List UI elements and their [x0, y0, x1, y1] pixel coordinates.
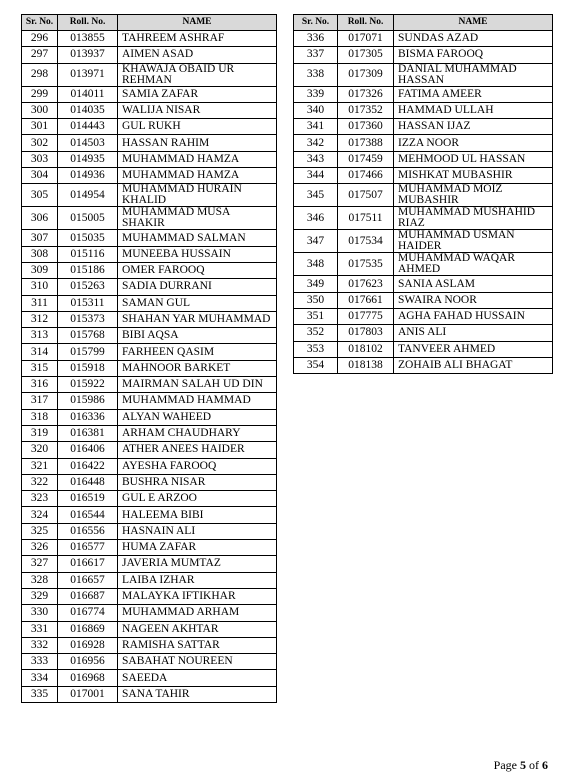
name-cell: MAIRMAN SALAH UD DIN — [118, 377, 277, 393]
name-header: NAME — [118, 15, 277, 31]
sr-no-cell: 335 — [22, 686, 58, 702]
roll-no-cell: 016381 — [58, 425, 118, 441]
table-row — [22, 409, 277, 425]
roll-no-cell: 017623 — [338, 276, 394, 292]
table-row — [22, 360, 277, 376]
roll-no-cell: 016968 — [58, 670, 118, 686]
roll-no-cell: 014935 — [58, 151, 118, 167]
sr-no-cell: 327 — [22, 556, 58, 572]
table-row — [22, 507, 277, 523]
sr-no-cell: 348 — [294, 253, 338, 276]
table-row — [22, 377, 277, 393]
name-cell: HUMA ZAFAR — [118, 540, 277, 556]
sr-no-cell: 346 — [294, 207, 338, 230]
roll-no-cell: 017535 — [338, 253, 394, 276]
sr-no-cell: 307 — [22, 230, 58, 246]
name-cell: OMER FAROOQ — [118, 262, 277, 278]
page-footer — [494, 758, 548, 773]
name-cell: SAEEDA — [118, 670, 277, 686]
sr-no-cell: 343 — [294, 151, 338, 167]
sr-no-cell: 319 — [22, 425, 58, 441]
sr-no-cell: 324 — [22, 507, 58, 523]
name-cell: JAVERIA MUMTAZ — [118, 556, 277, 572]
name-cell: WALIJA NISAR — [118, 102, 277, 118]
table-row — [22, 572, 277, 588]
table-row — [294, 253, 553, 276]
sr-no-cell: 337 — [294, 47, 338, 63]
roll-no-cell: 014503 — [58, 135, 118, 151]
table-row — [22, 31, 277, 47]
roll-no-cell: 015768 — [58, 328, 118, 344]
sr-no-header: Sr. No. — [294, 15, 338, 31]
name-cell: HASSAN IJAZ — [394, 119, 553, 135]
page-total: 6 — [542, 758, 548, 772]
sr-no-header: Sr. No. — [22, 15, 58, 31]
roll-no-cell: 017466 — [338, 168, 394, 184]
name-cell: ZOHAIB ALI BHAGAT — [394, 357, 553, 373]
name-cell: SAMIA ZAFAR — [118, 86, 277, 102]
name-cell: SADIA DURRANI — [118, 279, 277, 295]
name-cell: MUHAMMAD MUSA SHAKIR — [118, 207, 277, 230]
name-cell: BUSHRA NISAR — [118, 474, 277, 490]
name-cell: ANIS ALI — [394, 325, 553, 341]
name-cell: MUNEEBA HUSSAIN — [118, 246, 277, 262]
roll-no-header: Roll. No. — [58, 15, 118, 31]
sr-no-cell: 318 — [22, 409, 58, 425]
name-cell: SANIA ASLAM — [394, 276, 553, 292]
roll-no-cell: 014936 — [58, 168, 118, 184]
roll-no-cell: 015116 — [58, 246, 118, 262]
name-cell: HALEEMA BIBI — [118, 507, 277, 523]
sr-no-cell: 347 — [294, 230, 338, 253]
table-row — [22, 151, 277, 167]
sr-no-cell: 340 — [294, 102, 338, 118]
table-row — [294, 292, 553, 308]
table-row — [22, 637, 277, 653]
name-cell: SUNDAS AZAD — [394, 31, 553, 47]
name-cell: MUHAMMAD SALMAN — [118, 230, 277, 246]
name-cell: MUHAMMAD HURAIN KHALID — [118, 184, 277, 207]
table-row — [22, 344, 277, 360]
roll-no-cell: 015263 — [58, 279, 118, 295]
table-row — [22, 556, 277, 572]
table-row — [22, 279, 277, 295]
sr-no-cell: 353 — [294, 341, 338, 357]
roll-no-cell: 014954 — [58, 184, 118, 207]
table-row — [22, 63, 277, 86]
table-row — [22, 458, 277, 474]
name-cell: HASSAN RAHIM — [118, 135, 277, 151]
roll-no-cell: 017803 — [338, 325, 394, 341]
roll-no-header: Roll. No. — [338, 15, 394, 31]
table-row — [22, 135, 277, 151]
name-cell: AIMEN ASAD — [118, 47, 277, 63]
name-cell: KHAWAJA OBAID UR REHMAN — [118, 63, 277, 86]
sr-no-cell: 351 — [294, 308, 338, 324]
roll-no-cell: 015918 — [58, 360, 118, 376]
table-row — [22, 184, 277, 207]
roll-no-cell: 017775 — [338, 308, 394, 324]
sr-no-cell: 331 — [22, 621, 58, 637]
sr-no-cell: 352 — [294, 325, 338, 341]
name-cell: TANVEER AHMED — [394, 341, 553, 357]
table-row — [22, 523, 277, 539]
name-cell: LAIBA IZHAR — [118, 572, 277, 588]
table-row — [294, 184, 553, 207]
name-cell: MUHAMMAD HAMMAD — [118, 393, 277, 409]
sr-no-cell: 305 — [22, 184, 58, 207]
roll-no-cell: 017661 — [338, 292, 394, 308]
roll-no-cell: 017511 — [338, 207, 394, 230]
table-row — [22, 393, 277, 409]
table-row — [294, 119, 553, 135]
sr-no-cell: 325 — [22, 523, 58, 539]
sr-no-cell: 312 — [22, 311, 58, 327]
roll-no-cell: 016869 — [58, 621, 118, 637]
name-cell: MUHAMMAD USMAN HAIDER — [394, 230, 553, 253]
table-row — [22, 328, 277, 344]
roll-no-cell: 016544 — [58, 507, 118, 523]
sr-no-cell: 323 — [22, 491, 58, 507]
table-row — [22, 311, 277, 327]
sr-no-cell: 313 — [22, 328, 58, 344]
name-cell: MALAYKA IFTIKHAR — [118, 588, 277, 604]
roll-no-cell: 015186 — [58, 262, 118, 278]
table-row — [294, 325, 553, 341]
name-cell: MUHAMMAD HAMZA — [118, 151, 277, 167]
name-cell: DANIAL MUHAMMAD HASSAN — [394, 63, 553, 86]
sr-no-cell: 311 — [22, 295, 58, 311]
name-cell: HAMMAD ULLAH — [394, 102, 553, 118]
table-row — [22, 207, 277, 230]
roll-no-cell: 016774 — [58, 605, 118, 621]
sr-no-cell: 333 — [22, 654, 58, 670]
name-cell: SABAHAT NOUREEN — [118, 654, 277, 670]
sr-no-cell: 342 — [294, 135, 338, 151]
sr-no-cell: 301 — [22, 119, 58, 135]
table-row — [22, 102, 277, 118]
name-cell: MAHNOOR BARKET — [118, 360, 277, 376]
roll-no-cell: 017507 — [338, 184, 394, 207]
table-row — [22, 168, 277, 184]
name-cell: AYESHA FAROOQ — [118, 458, 277, 474]
table-row — [294, 135, 553, 151]
table-row — [22, 119, 277, 135]
sr-no-cell: 308 — [22, 246, 58, 262]
name-cell: MUHAMMAD MUSHAHID RIAZ — [394, 207, 553, 230]
name-cell: AGHA FAHAD HUSSAIN — [394, 308, 553, 324]
roll-no-cell: 017352 — [338, 102, 394, 118]
table-row — [22, 670, 277, 686]
roll-no-cell: 013855 — [58, 31, 118, 47]
table-row — [294, 230, 553, 253]
page-number: 5 — [520, 758, 526, 772]
name-cell: ARHAM CHAUDHARY — [118, 425, 277, 441]
sr-no-cell: 317 — [22, 393, 58, 409]
name-cell: SWAIRA NOOR — [394, 292, 553, 308]
name-cell: BIBI AQSA — [118, 328, 277, 344]
roll-no-cell: 017388 — [338, 135, 394, 151]
roll-no-cell: 015799 — [58, 344, 118, 360]
table-row — [294, 357, 553, 373]
name-cell: FARHEEN QASIM — [118, 344, 277, 360]
roll-no-cell: 016422 — [58, 458, 118, 474]
sr-no-cell: 329 — [22, 588, 58, 604]
table-row — [294, 276, 553, 292]
roll-no-cell: 016556 — [58, 523, 118, 539]
roll-no-cell: 015311 — [58, 295, 118, 311]
table-row — [294, 86, 553, 102]
roll-no-cell: 016657 — [58, 572, 118, 588]
table-row — [294, 168, 553, 184]
sr-no-cell: 338 — [294, 63, 338, 86]
roll-no-cell: 016617 — [58, 556, 118, 572]
table-row — [294, 31, 553, 47]
roll-no-cell: 018138 — [338, 357, 394, 373]
sr-no-cell: 314 — [22, 344, 58, 360]
name-cell: SANA TAHIR — [118, 686, 277, 702]
roll-no-cell: 016336 — [58, 409, 118, 425]
sr-no-cell: 321 — [22, 458, 58, 474]
table-row — [294, 102, 553, 118]
table-row — [22, 605, 277, 621]
roll-no-cell: 013971 — [58, 63, 118, 86]
roll-no-cell: 015922 — [58, 377, 118, 393]
roll-no-cell: 016928 — [58, 637, 118, 653]
roll-no-cell: 016687 — [58, 588, 118, 604]
name-cell: IZZA NOOR — [394, 135, 553, 151]
table-row — [22, 686, 277, 702]
roll-no-cell: 016577 — [58, 540, 118, 556]
table-header-row — [22, 15, 277, 31]
name-cell: ATHER ANEES HAIDER — [118, 442, 277, 458]
roll-table-left — [21, 14, 277, 703]
roll-no-cell: 017459 — [338, 151, 394, 167]
table-row — [22, 621, 277, 637]
sr-no-cell: 299 — [22, 86, 58, 102]
roll-no-cell: 016448 — [58, 474, 118, 490]
sr-no-cell: 303 — [22, 151, 58, 167]
table-row — [22, 442, 277, 458]
roll-table-right — [293, 14, 553, 374]
table-row — [294, 151, 553, 167]
sr-no-cell: 326 — [22, 540, 58, 556]
name-cell: MUHAMMAD WAQAR AHMED — [394, 253, 553, 276]
sr-no-cell: 344 — [294, 168, 338, 184]
name-cell: TAHREEM ASHRAF — [118, 31, 277, 47]
table-row — [22, 295, 277, 311]
name-header: NAME — [394, 15, 553, 31]
roll-no-cell: 017360 — [338, 119, 394, 135]
table-row — [294, 207, 553, 230]
sr-no-cell: 349 — [294, 276, 338, 292]
table-row — [22, 654, 277, 670]
sr-no-cell: 302 — [22, 135, 58, 151]
roll-no-cell: 016406 — [58, 442, 118, 458]
roll-no-cell: 017326 — [338, 86, 394, 102]
table-row — [294, 308, 553, 324]
sr-no-cell: 297 — [22, 47, 58, 63]
name-cell: GUL RUKH — [118, 119, 277, 135]
sr-no-cell: 345 — [294, 184, 338, 207]
sr-no-cell: 320 — [22, 442, 58, 458]
table-header-row — [294, 15, 553, 31]
roll-no-cell: 017305 — [338, 47, 394, 63]
name-cell: MUHAMMAD ARHAM — [118, 605, 277, 621]
name-cell: MISHKAT MUBASHIR — [394, 168, 553, 184]
page-word: Page — [493, 758, 517, 772]
name-cell: SHAHAN YAR MUHAMMAD — [118, 311, 277, 327]
table-row — [22, 425, 277, 441]
roll-no-cell: 018102 — [338, 341, 394, 357]
roll-no-cell: 015035 — [58, 230, 118, 246]
sr-no-cell: 322 — [22, 474, 58, 490]
name-cell: ALYAN WAHEED — [118, 409, 277, 425]
sr-no-cell: 334 — [22, 670, 58, 686]
sr-no-cell: 310 — [22, 279, 58, 295]
name-cell: GUL E ARZOO — [118, 491, 277, 507]
sr-no-cell: 339 — [294, 86, 338, 102]
table-row — [22, 491, 277, 507]
name-cell: HASNAIN ALI — [118, 523, 277, 539]
roll-no-cell: 017534 — [338, 230, 394, 253]
sr-no-cell: 296 — [22, 31, 58, 47]
roll-no-cell: 017001 — [58, 686, 118, 702]
table-row — [22, 230, 277, 246]
sr-no-cell: 328 — [22, 572, 58, 588]
sr-no-cell: 304 — [22, 168, 58, 184]
table-row — [22, 246, 277, 262]
name-cell: BISMA FAROOQ — [394, 47, 553, 63]
roll-no-cell: 017309 — [338, 63, 394, 86]
sr-no-cell: 300 — [22, 102, 58, 118]
sr-no-cell: 306 — [22, 207, 58, 230]
name-cell: MEHMOOD UL HASSAN — [394, 151, 553, 167]
table-row — [22, 86, 277, 102]
sr-no-cell: 354 — [294, 357, 338, 373]
roll-no-cell: 013937 — [58, 47, 118, 63]
table-row — [22, 540, 277, 556]
roll-no-cell: 015373 — [58, 311, 118, 327]
roll-no-cell: 016519 — [58, 491, 118, 507]
roll-no-cell: 014035 — [58, 102, 118, 118]
sr-no-cell: 315 — [22, 360, 58, 376]
of-word: of — [529, 758, 539, 772]
table-row — [22, 262, 277, 278]
sr-no-cell: 332 — [22, 637, 58, 653]
name-cell: FATIMA AMEER — [394, 86, 553, 102]
name-cell: MUHAMMAD HAMZA — [118, 168, 277, 184]
sr-no-cell: 309 — [22, 262, 58, 278]
roll-no-cell: 015986 — [58, 393, 118, 409]
sr-no-cell: 298 — [22, 63, 58, 86]
name-cell: NAGEEN AKHTAR — [118, 621, 277, 637]
sr-no-cell: 336 — [294, 31, 338, 47]
roll-no-cell: 014443 — [58, 119, 118, 135]
table-row — [294, 63, 553, 86]
table-row — [22, 474, 277, 490]
roll-no-cell: 015005 — [58, 207, 118, 230]
table-row — [294, 341, 553, 357]
roll-no-cell: 014011 — [58, 86, 118, 102]
table-row — [294, 47, 553, 63]
sr-no-cell: 316 — [22, 377, 58, 393]
name-cell: SAMAN GUL — [118, 295, 277, 311]
sr-no-cell: 350 — [294, 292, 338, 308]
name-cell: MUHAMMAD MOIZ MUBASHIR — [394, 184, 553, 207]
table-row — [22, 47, 277, 63]
name-cell: RAMISHA SATTAR — [118, 637, 277, 653]
sr-no-cell: 330 — [22, 605, 58, 621]
roll-no-cell: 017071 — [338, 31, 394, 47]
sr-no-cell: 341 — [294, 119, 338, 135]
roll-no-cell: 016956 — [58, 654, 118, 670]
table-row — [22, 588, 277, 604]
